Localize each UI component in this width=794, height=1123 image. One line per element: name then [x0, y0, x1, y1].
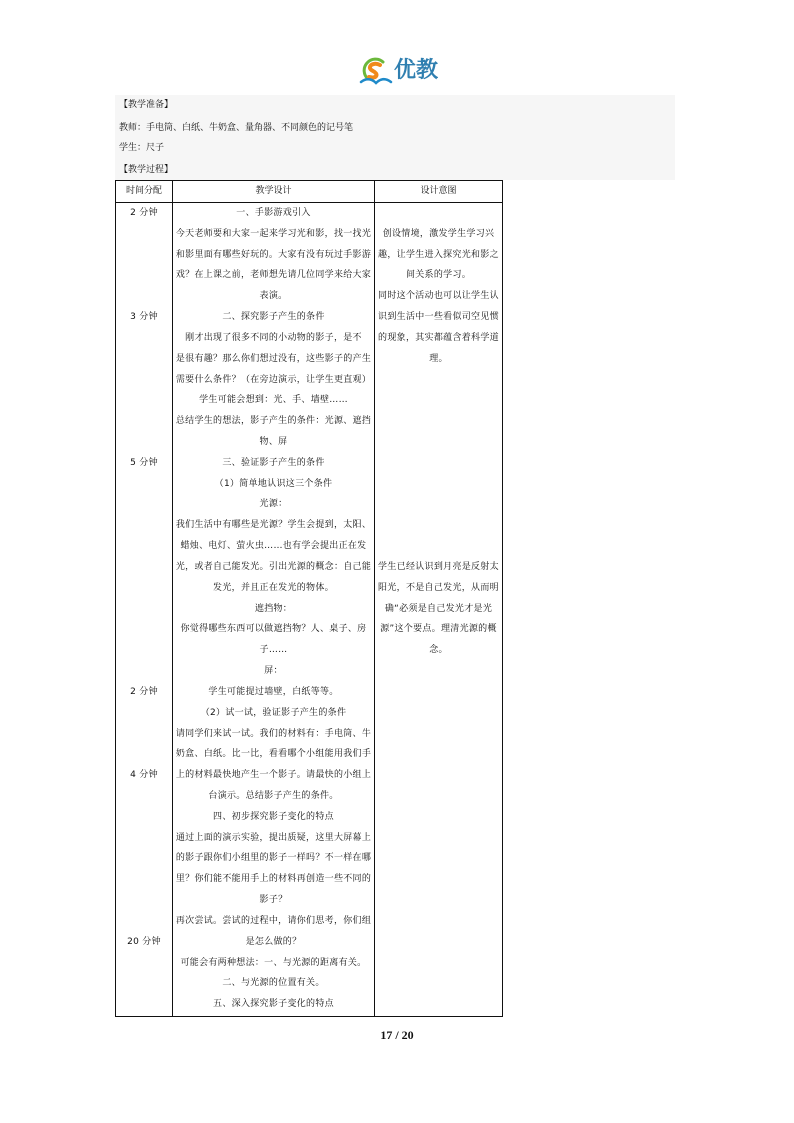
design-line: 一、手影游戏引入: [236, 208, 311, 218]
design-line: 台演示。总结影子产生的条件。: [208, 790, 339, 801]
intent-line: 间关系的学习。: [405, 270, 472, 281]
time-label: 20 分钟: [127, 936, 161, 947]
youjiao-logo-icon: [358, 56, 394, 88]
design-line: 光，或者自己能发光。引出光源的概念：自己能: [175, 561, 372, 572]
design-line: 屏：: [264, 666, 283, 677]
design-line: 总结学生的想法，影子产生的条件：光源、遮挡: [175, 416, 372, 427]
design-line: 刚才出现了很多不同的小动物的影子，是不: [185, 332, 362, 343]
intent-line: 阳光，不是自己发光，从而明: [378, 582, 499, 593]
design-line: 三、验证影子产生的条件: [222, 457, 325, 468]
design-line: 子……: [259, 645, 288, 656]
teacher-materials: 教师：手电筒、白纸、牛奶盒、量角器、不同颜色的记号笔: [119, 123, 354, 133]
design-line: （2）试一试，验证影子产生的条件: [200, 707, 347, 718]
design-line: 的影子跟你们小组里的影子一样吗？不一样在哪: [175, 853, 372, 864]
design-line: 四、初步探究影子变化的特点: [213, 811, 334, 822]
header-design: 教学设计: [255, 186, 292, 196]
design-line: （1）简单地认识这三个条件: [214, 478, 333, 489]
preparation-heading: 【教学准备】: [119, 100, 174, 110]
design-line: 我们生活中有哪些是光源？学生会提到，太阳、: [175, 520, 372, 531]
design-line: 需要什么条件？（在旁边演示，让学生更直观）: [175, 374, 372, 385]
time-column: [116, 203, 172, 1016]
design-line: 是很有趣？那么你们想过没有，这些影子的产生: [175, 353, 372, 364]
intent-line: 同时这个活动也可以让学生认: [378, 291, 499, 302]
design-line: 物、屏: [259, 437, 288, 448]
page-number: 17 / 20: [380, 1028, 414, 1042]
intent-line: 确“必须是自己发光才是光: [384, 603, 493, 614]
time-label: 2 分钟: [130, 686, 158, 697]
intent-line: 的现象，其实都蕴含着科学道: [378, 332, 499, 343]
student-materials: 学生：尺子: [119, 143, 165, 153]
design-line: 影子？: [259, 895, 288, 906]
design-line: 二、与光源的位置有关。: [222, 978, 325, 989]
intent-line: 识到生活中一些看似司空见惯: [378, 312, 499, 323]
design-line: 今天老师要和大家一起来学习光和影，找一找光: [175, 228, 372, 239]
design-line: 遮挡物：: [254, 603, 293, 614]
intent-column: [375, 203, 502, 1016]
design-line: 可能会有两种想法：一、与光源的距离有关。: [180, 957, 367, 968]
logo-text: 优教: [394, 58, 439, 83]
header-time: 时间分配: [125, 186, 162, 196]
design-line: 二、探究影子产生的条件: [222, 312, 325, 323]
design-line: 戏？在上课之前，老师想先请几位同学来给大家: [175, 270, 372, 281]
design-line: 通过上面的演示实验，提出质疑，这里大屏幕上: [175, 832, 372, 843]
design-line: 五、深入探究影子变化的特点: [213, 999, 334, 1010]
intent-line: 源”这个要点。理清光源的概: [380, 624, 497, 635]
design-column: [173, 203, 374, 1016]
design-line: 你觉得哪些东西可以做遮挡物？人、桌子、房: [180, 624, 367, 635]
intent-line: 创设情境，激发学生学习兴: [382, 228, 495, 239]
design-line: 里？你们能不能用手上的材料再创造一些不同的: [175, 874, 372, 885]
design-line: 和影里面有哪些好玩的。大家有没有玩过手影游: [175, 249, 372, 260]
header-intent: 设计意图: [420, 186, 457, 196]
design-line: 上的材料最快地产生一个影子。请最快的小组上: [175, 770, 372, 781]
design-line: 学生可能会想到：光、手、墙壁……: [199, 395, 348, 406]
design-line: 学生可能提过墙壁，白纸等等。: [208, 686, 339, 697]
time-label: 3 分钟: [130, 312, 158, 323]
intent-line: 学生已经认识到月亮是反射太: [378, 561, 499, 572]
time-label: 5 分钟: [130, 457, 158, 468]
design-line: 奶盒、白纸。比一比，看看哪个小组能用我们手: [175, 749, 372, 760]
design-line: 蜡烛、电灯、萤火虫……也有学会提出正在发: [180, 541, 367, 552]
design-line: 表演。: [259, 291, 288, 302]
teaching-process-table: [115, 180, 503, 1017]
intent-line: 念。: [429, 645, 448, 656]
design-line: 请同学们来试一试。我们的材料有：手电筒、牛: [175, 728, 372, 739]
design-line: 发光，并且正在发光的物体。: [213, 582, 334, 593]
design-line: 再次尝试。尝试的过程中，请你们思考，你们组: [175, 915, 372, 926]
process-heading: 【教学过程】: [119, 165, 174, 175]
intent-line: 理。: [429, 353, 448, 364]
intent-line: 趣，让学生进入探究光和影之: [378, 249, 499, 260]
preparation-section: [115, 95, 675, 180]
design-line: 光源：: [259, 499, 288, 510]
design-line: 是怎么做的？: [245, 936, 302, 947]
time-label: 4 分钟: [130, 770, 158, 781]
time-label: 2 分钟: [130, 208, 158, 218]
